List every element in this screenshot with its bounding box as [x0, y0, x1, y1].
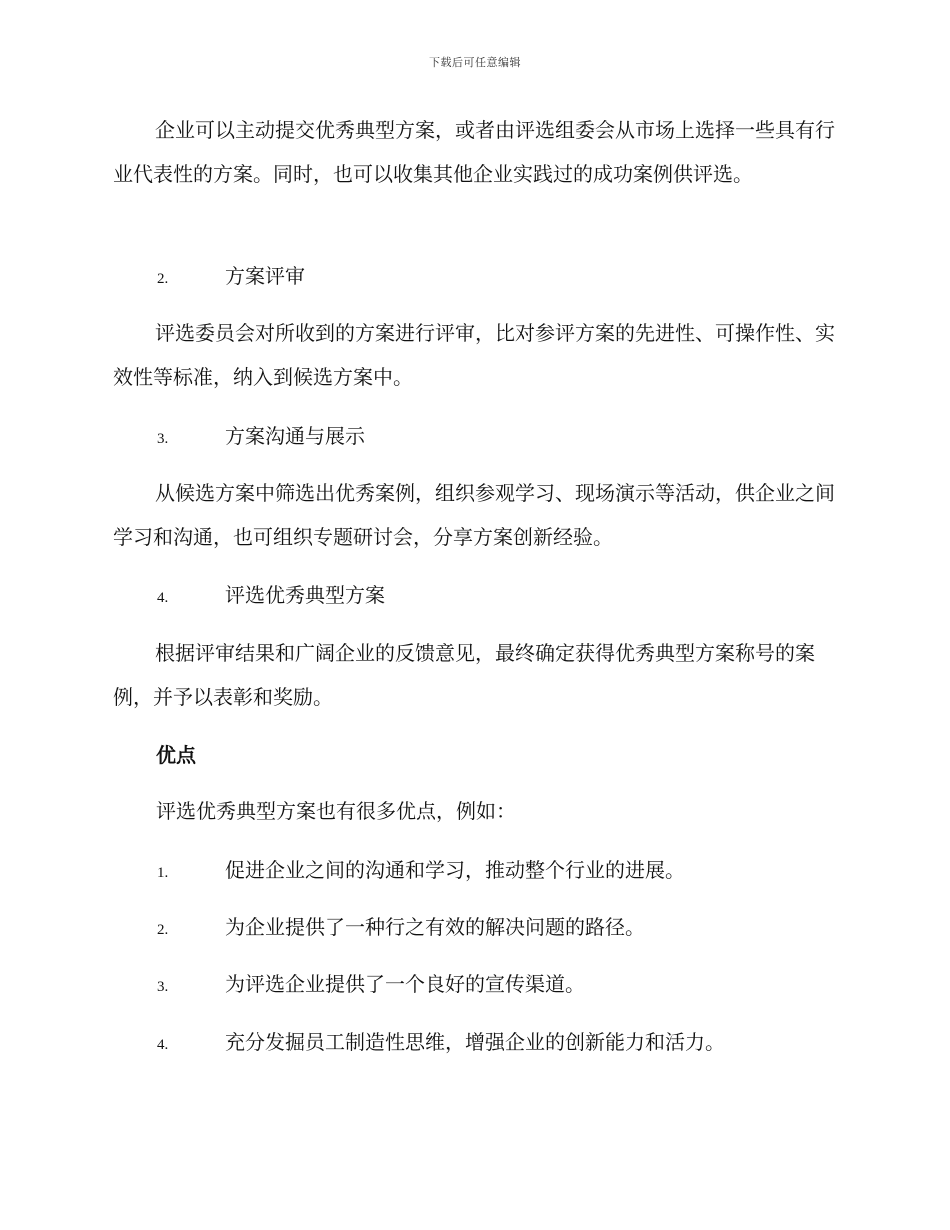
- step-number: 4.: [157, 590, 169, 606]
- advantage-text: 为企业提供了一种行之有效的解决问题的路径。: [225, 915, 645, 939]
- advantage-item: [157, 970, 585, 1001]
- step-item: [157, 581, 385, 612]
- advantages-intro: 评选优秀典型方案也有很多优点，例如：: [156, 799, 516, 823]
- page-header: 下载后可任意编辑: [429, 56, 521, 69]
- advantage-item: [157, 856, 685, 887]
- step-text: 方案沟通与展示: [225, 424, 365, 448]
- advantage-number: 4.: [157, 1037, 169, 1053]
- paragraph-submission: 企业可以主动提交优秀典型方案，或者由评选组委会从市场上选择一些具有行业代表性的方案。同时，也可以收集其他企业实践过的成功案例供评选。: [113, 118, 835, 186]
- advantage-text: 促进企业之间的沟通和学习，推动整个行业的进展。: [225, 858, 685, 882]
- step-text: 方案评审: [225, 264, 305, 288]
- advantage-number: 3.: [157, 979, 169, 995]
- step-number: 3.: [157, 431, 169, 447]
- advantage-number: 1.: [157, 865, 169, 881]
- step-item: [157, 262, 305, 293]
- section-heading-advantages: 优点: [156, 743, 196, 767]
- advantage-item: [157, 1028, 725, 1059]
- paragraph-communication: 从候选方案中筛选出优秀案例，组织参观学习、现场演示等活动，供企业之间学习和沟通，也可组织专题研讨会，分享方案创新经验。: [113, 481, 835, 549]
- step-number: 2.: [157, 271, 169, 287]
- advantage-text: 充分发掘员工制造性思维，增强企业的创新能力和活力。: [225, 1030, 725, 1054]
- advantage-text: 为评选企业提供了一个良好的宣传渠道。: [225, 972, 585, 996]
- paragraph-selection: 根据评审结果和广阔企业的反馈意见，最终确定获得优秀典型方案称号的案例，并予以表彰和奖励。: [113, 641, 815, 709]
- advantage-item: [157, 913, 645, 944]
- paragraph-review: 评选委员会对所收到的方案进行评审，比对参评方案的先进性、可操作性、实效性等标准，纳入到候选方案中。: [113, 321, 835, 389]
- step-text: 评选优秀典型方案: [225, 583, 385, 607]
- step-item: [157, 422, 365, 453]
- advantage-number: 2.: [157, 922, 169, 938]
